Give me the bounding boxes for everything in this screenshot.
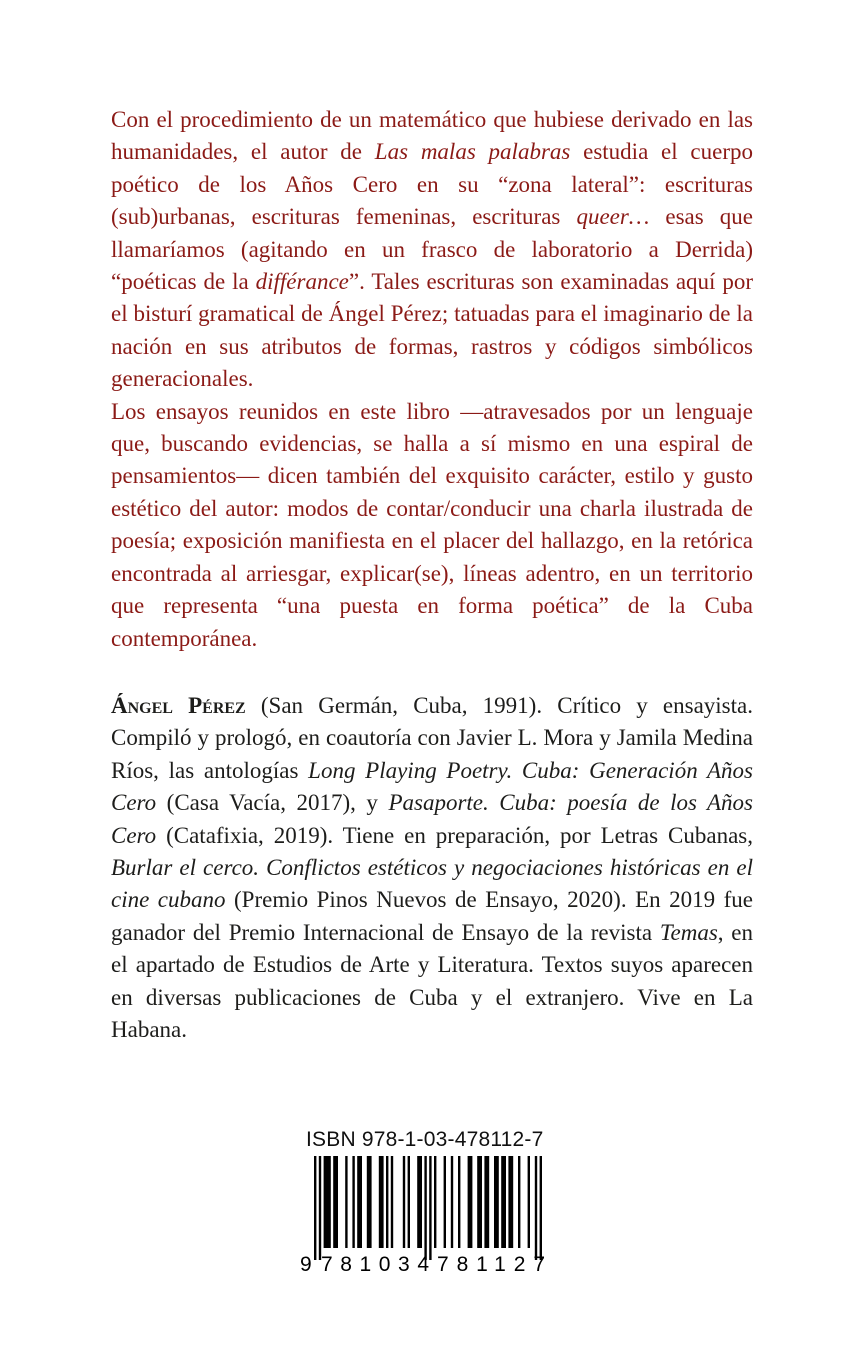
barcode-bar-4 [345,1156,347,1248]
forthcoming-title: Burlar el cerco. Conflictos estéticos y negociaciones históricas en el cine cubano [111,855,753,913]
magazine-title: Temas [659,919,718,945]
queer-term: queer… [576,204,650,230]
barcode-bar-12 [408,1156,410,1248]
barcode-bars [314,1156,542,1260]
barcode-bar-28 [535,1156,537,1260]
barcode-bar-10 [391,1156,393,1248]
blurb-text [111,104,753,655]
barcode-bar-17 [444,1156,446,1248]
blurb-paragraph-1: Con el procedimiento de un matemático que hubiese derivado en las humanidades, el autor de Las malas palabras estudia el cuerpo poético de los Años Cero en su “zona lateral”: escrituras (sub)urbanas, escrituras femeninas, escrituras queer… esas que llamaríamos (agitando en un frasco de laboratorio a Derrida) “poéticas de la différance”. Tales escrituras son examinadas aquí por el bisturí gramatical de Ángel Pérez; tatuadas para el imaginario de la nación en sus atributos de formas, rastros y códigos simbólicos generacionales. [111,107,754,392]
barcode-bar-1 [319,1156,321,1260]
barcode-bar-29 [540,1156,542,1260]
bio-paragraph: Ángel Pérez (San Germán, Cuba, 1991). Crítico y ensayista. Compiló y prologó, en coautoría con Javier L. Mora y Jamila Medina Ríos, las antologías Long Playing Poetry. Cuba: Generación Años Cero (Casa Vacía, 2017), y Pasaporte. Cuba: poesía de los Años Cero (Catafixia, 2019). Tiene en preparación, por Letras Cubanas, Burlar el cerco. Conflictos estéticos y negociaciones históricas en el cine cubano (Premio Pinos Nuevos de Ensayo, 2020). En 2019 fue ganador del Premio Internacional de Ensayo de la revista Temas, en el apartado de Estudios de Arte y Literatura. Textos suyos aparecen en diversas publicaciones de Cuba y el extranjero. Vive en La Habana. [111,693,754,1043]
differance-term: différance [255,269,349,295]
barcode-bar-6 [357,1156,362,1248]
barcode-bar-26 [518,1156,520,1248]
barcode-bar-13 [417,1156,422,1248]
blurb-paragraph-2: Los ensayos reunidos en este libro —atravesados por un lenguaje que, buscando evidencias, se halla a sí mismo en una espiral de pensamientos— dicen también del exquisito carácter, estilo y gusto estético del autor: modos de contar/conducir una charla ilustrada de poesía; exposición manifiesta en el placer del hallazgo, en la retórica encontrada al arriesgar, explicar(se), líneas adentro, en un territorio que representa “una puesta en forma poética” de la Cuba contemporánea. [111,398,753,651]
anthology-title-1: Long Playing Poetry. Cuba: Generación Años Cero [111,757,753,816]
barcode-bar-7 [367,1156,372,1248]
barcode-right-digits: 781127 [437,1253,545,1276]
barcode-bar-23 [494,1156,499,1248]
barcode-bar-20 [468,1156,473,1248]
barcode-bar-25 [508,1156,513,1248]
barcode-bar-27 [528,1156,530,1248]
barcode-bar-24 [501,1156,506,1248]
barcode-bar-2 [324,1156,331,1248]
barcode-bar-14 [424,1156,426,1260]
isbn-label: ISBN 978-1-03-478112-7 [306,1128,544,1151]
barcode-bar-5 [352,1156,354,1248]
author-bio [111,690,753,1046]
barcode-bar-8 [379,1156,384,1248]
barcode-bar-22 [484,1156,489,1248]
anthology-title-2: Pasaporte. Cuba: poesía de los Años Cero [111,790,754,848]
barcode-bar-21 [477,1156,482,1248]
barcode [300,1156,560,1276]
barcode-bar-15 [429,1156,431,1260]
book-title: Las malas palabras [374,139,571,165]
barcode-bar-0 [314,1156,316,1260]
barcode-bar-19 [458,1156,460,1248]
barcode-bar-9 [386,1156,388,1248]
barcode-bar-3 [333,1156,338,1248]
barcode-left-digits: 781034 [321,1253,429,1276]
isbn-barcode-block [300,1128,560,1278]
barcode-bar-18 [451,1156,453,1248]
barcode-first-digit: 9 [300,1253,312,1276]
barcode-bar-16 [434,1156,436,1248]
barcode-bar-11 [403,1156,405,1248]
author-name: Ángel Pérez [111,693,246,718]
